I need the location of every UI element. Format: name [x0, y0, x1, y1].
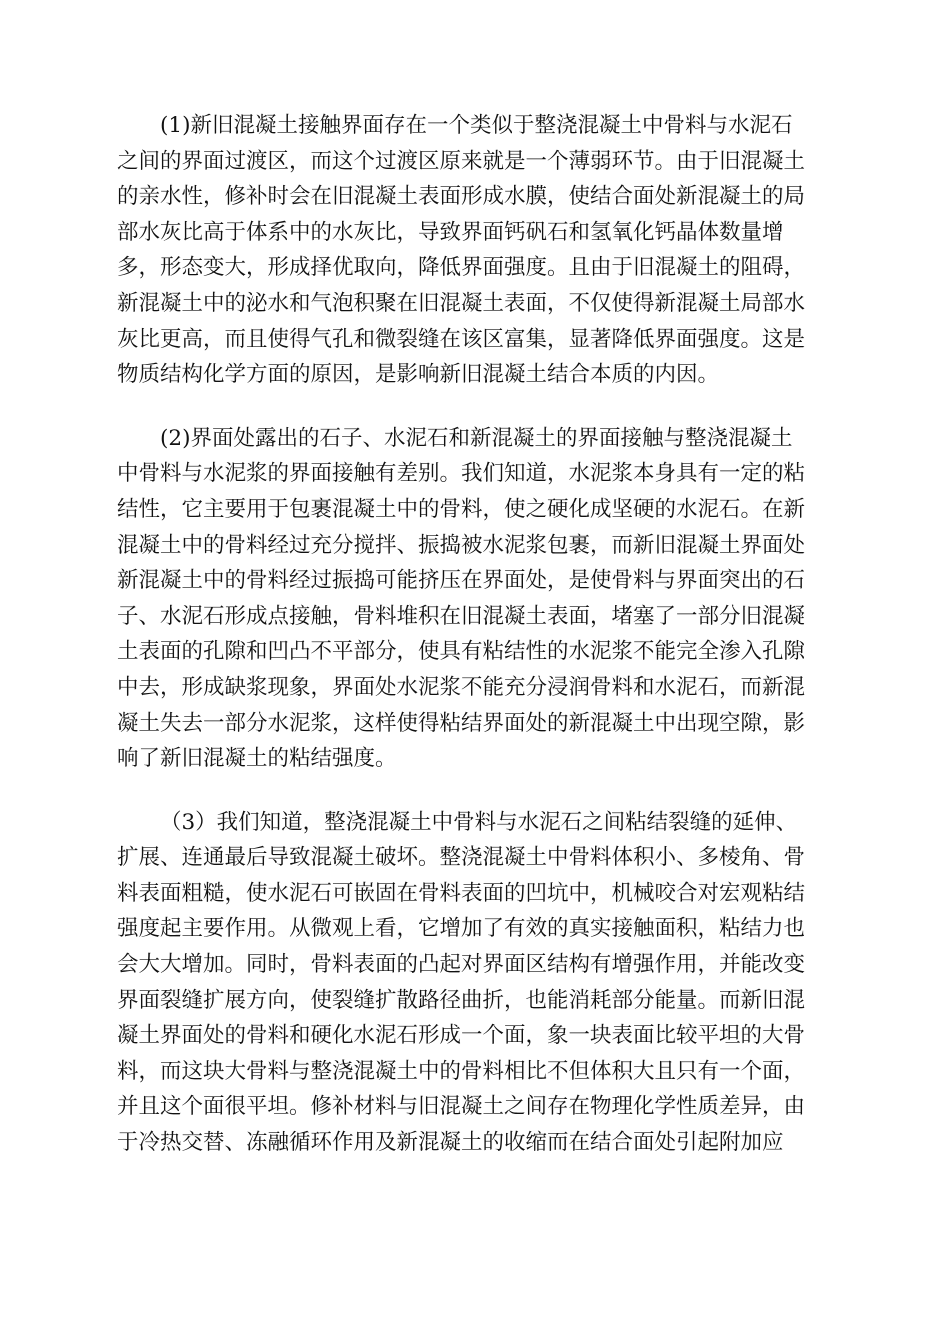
document-body — [117, 108, 817, 1189]
text-line: 物质结构化学方面的原因，是影响新旧混凝土结合本质的内因。 — [117, 362, 720, 388]
text-line: 中骨料与水泥浆的界面接触有差别。我们知道，水泥浆本身具有一定的粘 — [117, 461, 806, 487]
paragraph-2 — [117, 421, 817, 777]
text-line: （3）我们知道，整浇混凝土中骨料与水泥石之间粘结裂缝的延伸、 — [160, 809, 798, 835]
text-line: 混凝土中的骨料经过充分搅拌、振捣被水泥浆包裹，而新旧混凝土界面处 — [117, 532, 806, 558]
text-line: 中去，形成缺浆现象，界面处水泥浆不能充分浸润骨料和水泥石，而新混 — [117, 674, 806, 700]
paragraph-3 — [117, 805, 817, 1161]
text-line: 之间的界面过渡区，而这个过渡区原来就是一个薄弱环节。由于旧混凝土 — [117, 148, 806, 174]
text-line: 界面裂缝扩展方向，使裂缝扩散路径曲折，也能消耗部分能量。而新旧混 — [117, 987, 806, 1013]
text-line: 灰比更高，而且使得气孔和微裂缝在该区富集，显著降低界面强度。这是 — [117, 326, 806, 352]
text-line: 新混凝土中的泌水和气泡积聚在旧混凝土表面，不仅使得新混凝土局部水 — [117, 290, 806, 316]
text-line: (1)新旧混凝土接触界面存在一个类似于整浇混凝土中骨料与水泥石 — [160, 113, 793, 138]
text-line: 强度起主要作用。从微观上看，它增加了有效的真实接触面积，粘结力也 — [117, 916, 806, 942]
text-line: 料表面粗糙，使水泥石可嵌固在骨料表面的凹坑中，机械咬合对宏观粘结 — [117, 880, 806, 906]
text-line: 凝土失去一部分水泥浆，这样使得粘结界面处的新混凝土中出现空隙，影 — [117, 710, 806, 736]
text-line: 扩展、连通最后导致混凝土破坏。整浇混凝土中骨料体积小、多棱角、骨 — [117, 845, 806, 871]
text-line: 结性，它主要用于包裹混凝土中的骨料，使之硬化成坚硬的水泥石。在新 — [117, 496, 806, 522]
text-line: 于冷热交替、冻融循环作用及新混凝土的收缩而在结合面处引起附加应 — [117, 1130, 784, 1156]
text-line: 部水灰比高于体系中的水灰比，导致界面钙矾石和氢氧化钙晶体数量增 — [117, 219, 784, 245]
text-line: 响了新旧混凝土的粘结强度。 — [117, 746, 397, 772]
text-line: 会大大增加。同时，骨料表面的凸起对界面区结构有增强作用，并能改变 — [117, 952, 806, 978]
text-line: 凝土界面处的骨料和硬化水泥石形成一个面，象一块表面比较平坦的大骨 — [117, 1023, 806, 1049]
text-line: 土表面的孔隙和凹凸不平部分，使具有粘结性的水泥浆不能完全渗入孔隙 — [117, 639, 806, 665]
text-line: 料，而这块大骨料与整浇混凝土中的骨料相比不但体积大且只有一个面， — [117, 1058, 806, 1084]
text-line: 新混凝土中的骨料经过振捣可能挤压在界面处，是使骨料与界面突出的石 — [117, 568, 806, 594]
text-line: 多，形态变大，形成择优取向，降低界面强度。且由于旧混凝土的阻碍， — [117, 255, 806, 281]
text-line: 的亲水性，修补时会在旧混凝土表面形成水膜，使结合面处新混凝土的局 — [117, 184, 806, 210]
text-line: (2)界面处露出的石子、水泥石和新混凝土的界面接触与整浇混凝土 — [160, 425, 793, 451]
paragraph-1 — [117, 108, 817, 393]
text-line: 并且这个面很平坦。修补材料与旧混凝土之间存在物理化学性质差异，由 — [117, 1094, 806, 1120]
text-line: 子、水泥石形成点接触，骨料堆积在旧混凝土表面，堵塞了一部分旧混凝 — [117, 603, 806, 629]
